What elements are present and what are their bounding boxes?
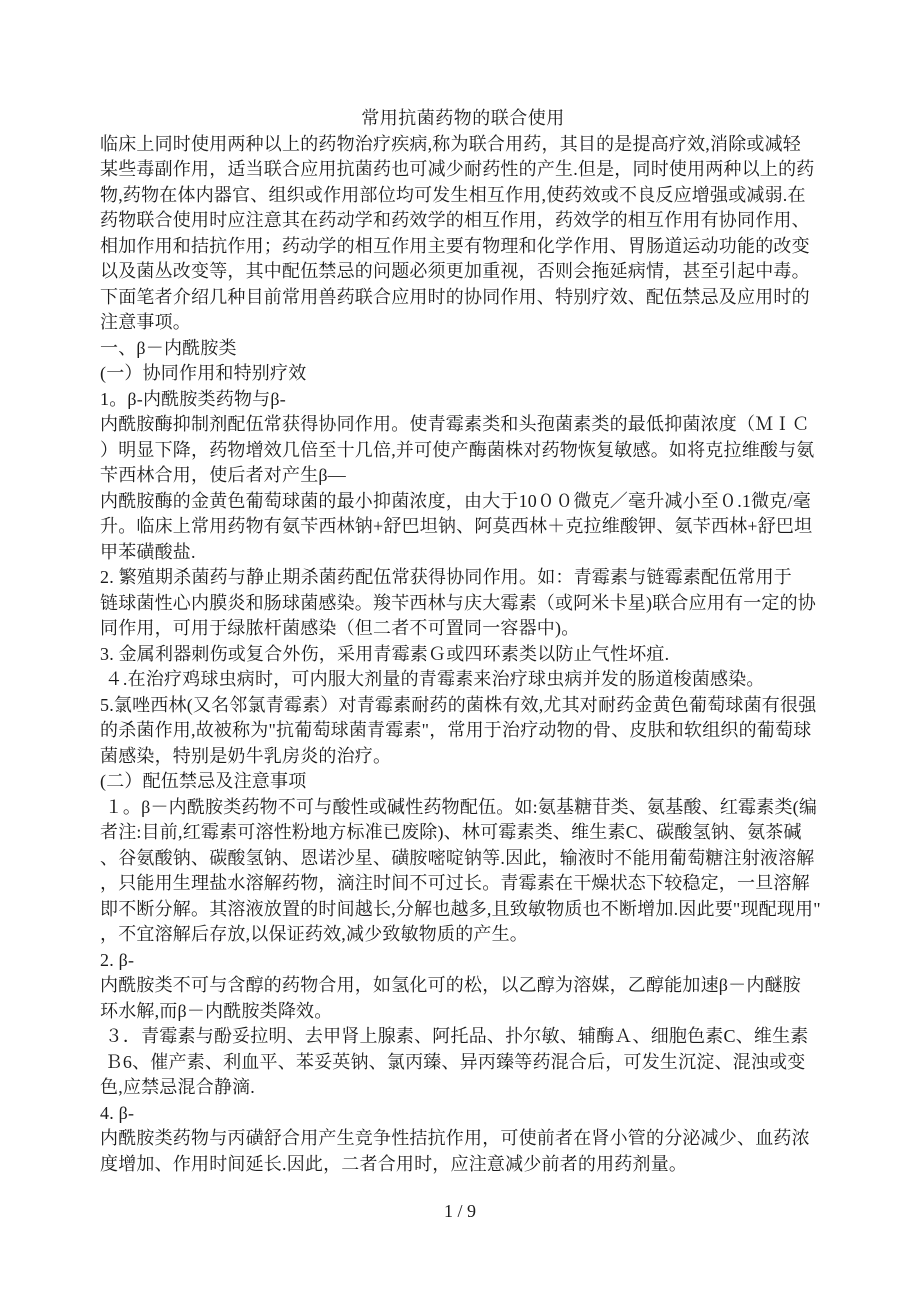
text-line: 2. 繁殖期杀菌药与静止期杀菌药配伍常获得协同作用。如：青霉素与链霉素配伍常用于 [100, 567, 792, 587]
text-line: 升。临床上常用药物有氨苄西林钠+舒巴坦钠、阿莫西林＋克拉维酸钾、氨苄西林+舒巴坦 [100, 516, 813, 536]
text-line: 内酰胺类药物与丙磺舒合用产生竞争性拮抗作用，可使前者在肾小管的分泌减少、血药浓 [100, 1128, 810, 1148]
text-line: 药物联合使用时应注意其在药动学和药效学的相互作用，药效学的相互作用有协同作用、 [100, 210, 810, 230]
text-line: 相加作用和拮抗作用；药动学的相互作用主要有物理和化学作用、胃肠道运动功能的改变 [100, 235, 810, 256]
text-line: 3. 金属利器刺伤或复合外伤，采用青霉素Ｇ或四环素类以防止气性坏疽. [100, 643, 670, 664]
text-line: 5.氯唑西林(又名邻氯青霉素）对青霉素耐药的菌株有效,尤其对耐药金黄色葡萄球菌有很强 [100, 694, 817, 715]
text-line: 4. β- [100, 1102, 135, 1123]
text-line: 即不断分解。其溶液放置的时间越长,分解也越多,且致敏物质也不断增加.因此要"现配现用" [100, 898, 821, 919]
text-line: 内酰胺类不可与含醇的药物合用，如氢化可的松，以乙醇为溶媒，乙醇能加速β－内醚胺 [100, 975, 801, 995]
text-line: 色,应禁忌混合静滴. [100, 1077, 255, 1097]
text-line: ４.在治疗鸡球虫病时，可内服大剂量的青霉素来治疗球虫病并发的肠道梭菌感染。 [100, 669, 765, 689]
page-number: 1 / 9 [443, 1201, 476, 1221]
text-line: 苄西林合用，使后者对产生β— [100, 465, 346, 485]
text-line: 同作用，可用于绿脓杆菌感染（但二者不可置同一容器中)。 [100, 618, 580, 638]
text-line: 2. β- [100, 949, 135, 970]
text-line: ，不宜溶解后存放,以保证药效,减少致敏物质的产生。 [100, 924, 528, 944]
text-line: 菌感染，特别是奶牛乳房炎的治疗。 [100, 745, 392, 766]
text-line: (二）配伍禁忌及注意事项 [100, 771, 307, 791]
text-line: 环水解,而β－内酰胺类降效。 [100, 1000, 333, 1021]
text-line: 链球菌性心内膜炎和肠球菌感染。羧苄西林与庆大霉素（或阿米卡星)联合应用有一定的协 [100, 592, 816, 613]
text-line: ）明显下降，药物增效几倍至十几倍,并可使产酶菌株对药物恢复敏感。如将克拉维酸与氨 [100, 439, 815, 460]
text-line: 以及菌丛改变等，其中配伍禁忌的问题必须更加重视，否则会拖延病情，甚至引起中毒。 [100, 261, 810, 281]
text-line: 某些毒副作用，适当联合应用抗菌药也可减少耐药性的产生.但是，同时使用两种以上的药 [100, 159, 815, 179]
page-title: 常用抗菌药物的联合使用 [361, 108, 565, 128]
text-line: 物,药物在体内器官、组织或作用部位均可发生相互作用,使药效或不良反应增强或减弱.在 [100, 184, 806, 205]
text-line: 内酰胺酶抑制剂配伍常获得协同作用。使青霉素类和头孢菌素类的最低抑菌浓度（ＭＩＣ [100, 414, 810, 434]
text-line: 注意事项。 [100, 312, 191, 332]
text-line: ，只能用生理盐水溶解药物，滴注时间不可过长。青霉素在干燥状态下较稳定，一旦溶解 [100, 873, 810, 893]
text-line: 、谷氨酸钠、碳酸氢钠、恩诺沙星、磺胺嘧啶钠等.因此，输液时不能用葡萄糖注射液溶解 [100, 847, 815, 868]
document-body [100, 132, 826, 1178]
text-line: 的杀菌作用,故被称为"抗葡萄球菌青霉素"，常用于治疗动物的骨、皮肤和软组织的葡萄球 [100, 720, 812, 740]
text-line: (一）协同作用和特别疗效 [100, 363, 307, 383]
text-line: ３．青霉素与酚妥拉明、去甲肾上腺素、阿托品、扑尔敏、辅酶Ａ、细胞色素C、维生素 [100, 1026, 809, 1046]
text-line: 下面笔者介绍几种目前常用兽药联合应用时的协同作用、特别疗效、配伍禁忌及应用时的 [100, 286, 810, 307]
text-line: Ｂ6、催产素、利血平、苯妥英钠、氯丙臻、异丙臻等药混合后，可发生沉淀、混浊或变 [100, 1051, 806, 1072]
text-line: １。β－内酰胺类药物不可与酸性或碱性药物配伍。如:氨基糖苷类、氨基酸、红霉素类(编 [100, 796, 818, 817]
text-line: 一、β－内酰胺类 [100, 337, 237, 358]
text-line: 度增加、作用时间延长.因此，二者合用时，应注意减少前者的用药剂量。 [100, 1153, 688, 1174]
text-line: 临床上同时使用两种以上的药物治疗疾病,称为联合用药，其目的是提高疗效,消除或减轻 [100, 133, 801, 154]
text-line: 者注:目前,红霉素可溶性粉地方标准已废除)、林可霉素类、维生素C、碳酸氢钠、氨茶碱 [100, 822, 802, 842]
text-line: 1。β-内酰胺类药物与β- [100, 388, 286, 409]
document-content [100, 106, 826, 1177]
text-line: 甲苯磺酸盐. [100, 541, 196, 562]
text-line: 内酰胺酶的金黄色葡萄球菌的最小抑菌浓度，由大于10００微克／毫升减小至０.1微克/毫 [100, 490, 811, 511]
